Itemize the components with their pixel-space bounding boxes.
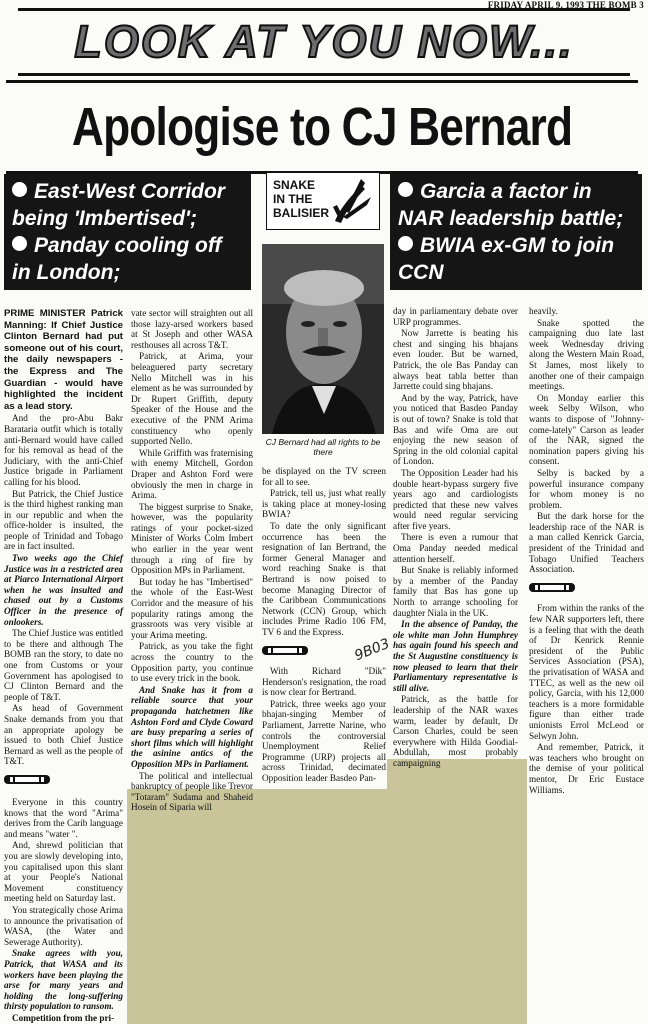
bullet-icon — [398, 182, 413, 197]
summary-item: Panday cooling off in London; — [12, 234, 222, 284]
lead-paragraph: PRIME MINISTER Patrick Manning: If Chief Justice Clinton Bernard had put someone out of his court, the daily newspapers - the Express and The Guardian - would have highlighted the incident as a lead story. — [4, 308, 123, 412]
balisier-icon — [331, 177, 375, 225]
paragraph: Snake agrees with you, Patrick, that WASA and its workers have been playing the arse for many years and holding the long-suffering thirsty population to ransom. — [4, 948, 123, 1012]
bullet-icon — [12, 236, 27, 251]
paper-right-tail — [527, 759, 648, 1024]
paragraph: And the pro-Abu Bakr Barataria outfit which is totally anti-Bernard would have called for his removal as head of the Judiciary, with the anti-Chief Justice brigade in Parliament calling for his blood. — [4, 413, 123, 487]
column-4 — [393, 306, 518, 770]
paragraph: But today he has "Imbertised" the whole of the East-West Corridor and the measure of his popularity ratings among the grassroots was very visible at your Arima meeting. — [131, 576, 253, 640]
ornament-divider — [4, 774, 50, 785]
column-2 — [131, 308, 253, 814]
summary-item: East-West Corridor being 'Imbertised'; — [12, 180, 225, 230]
summary-panel-right — [390, 174, 642, 290]
paragraph: Everyone in this country knows that the word "Arima" derives from the Carib language and means "water ". — [4, 797, 123, 839]
handwritten-note: 9B03 — [352, 635, 393, 665]
ornament-divider — [529, 582, 575, 593]
paragraph: You strategically chose Arima to announce the privatisation of WASA, (the Water and Sewerage Authority). — [4, 904, 123, 947]
paragraph: But Patrick, the Chief Justice is the third highest ranking man in our republic and when the office-holder is insulted, the people of Trinidad and Tobago are in fact insulted. — [4, 488, 123, 552]
paragraph: With Richard "Dik" Henderson's resignation, the road is now clear for Bertrand. — [262, 666, 386, 698]
paragraph: Now Jarrette is beating his chest and singing his bhajans even louder. But be warned, Patrick, the ole Bas Panday can always beat tabla better than Jarrette could sing bhajans. — [393, 328, 518, 392]
paragraph: But Snake is reliably informed by a member of the Panday family that Bas has gone up North to arrange schooling for daughter Niala in the UK. — [393, 565, 518, 618]
paragraph: Two weeks ago the Chief Justice was in a restricted area at Piarco International Airport when he was insulted and chased out by a Customs Officer in the presence of onlookers. — [4, 553, 123, 627]
paragraph: From within the ranks of the few NAR supporters left, there is a feeling that with the death of Dr Kenrick Rennie president of the Public Services Association (PSA), the privatisation of WASA and TTEC, as well as the new oil policy, Garcia, with his 12,000 teachers is a more formidable figure than either trade unionists Errol McLeod or Selwyn John. — [529, 603, 644, 741]
paragraph: The biggest surprise to Snake, however, was the popularity ratings of your pocket-sized Minister of Works Colm Imbert who earlier in the year went through a ring of fire by Opposition MPs in Parliament. — [131, 501, 253, 576]
paragraph: There is even a rumour that Oma Panday needed medical attention herself. — [393, 532, 518, 564]
paragraph: Patrick, tell us, just what really is taking place at money-losing BWIA? — [262, 488, 386, 520]
paragraph: Snake spotted the campaigning duo late last week Wednesday driving along the Western Main Road, St James, most likely to another one of their campaign meetings. — [529, 317, 644, 392]
paragraph: To date the only significant occurrence has been the resignation of Ian Bertrand, the former General Manager and word reaching Snake is that Bertrand is now poised to become Managing Director of the Caribbean Communications Network (CCN) Group, which includes Prime Radio 106 FM, TV 6 and the Express. — [262, 520, 386, 637]
paragraph: Patrick, as you take the fight across the country to the Opposition party, you continue to use every trick in the book. — [131, 641, 253, 684]
paragraph: day in parliamentary debate over URP programmes. — [393, 306, 518, 327]
bullet-icon — [398, 236, 413, 251]
paragraph: Patrick, at Arima, your beleaguered party secretary Nello Mitchell was in his element as he was surrounded by Dr Rupert Griffith, deputy Speaker of the House and the executive of the PNM Arima constituency who openly supported Nello. — [131, 351, 253, 447]
paragraph: Patrick, as the battle for leadership of the NAR waxes warm, leader by default, Dr Carson Charles, could be seen everywhere with Hilda Goodial-Abdullah, most probably campaigning — [393, 694, 518, 768]
paragraph: Selby is backed by a powerful insurance company for whom money is no problem. — [529, 467, 644, 510]
paragraph: heavily. — [529, 306, 558, 316]
portrait-image — [262, 244, 384, 434]
summary-panel-left — [4, 174, 251, 290]
column-logo-text: SNAKE IN THE BALISIER — [273, 178, 330, 220]
paragraph: be displayed on the TV screen for all to see. — [262, 466, 386, 487]
paragraph: In the absence of Panday, the ole white man John Humphrey has again found his speech and the St Augustine constituency is now pleased to learn that their Parliamentary representative is still alive. — [393, 619, 518, 693]
column-1 — [4, 308, 123, 796]
paragraph: And, shrewd politician that you are slowly developing into, you capitalised upon this slant at your People's National Movement constituency meeting held on Saturday last. — [4, 840, 123, 904]
paragraph: But the dark horse for the leadership race of the NAR is a man called Kenrick Garcia, president of the Trinidad and Tobago Unified Teachers Association. — [529, 511, 644, 575]
paragraph: Competition from the pri- — [12, 1012, 115, 1023]
paragraph: On Monday earlier this week Selby Wilson, who wants to dispose of "Johnny-come-lately" Carson as leader of the NAR, signed the nomination papers giving his consent. — [529, 392, 644, 467]
paragraph: And remember, Patrick, it was teachers who brought on the demise of your political mentor, Dr Eric Eustace Williams. — [529, 742, 644, 795]
column-3 — [262, 466, 386, 785]
dateline: FRIDAY APRIL 9, 1993 THE BOMB 3 — [487, 0, 644, 10]
ornament-divider — [262, 645, 308, 656]
column-1-continued — [4, 797, 123, 1024]
paragraph: Patrick, three weeks ago your bhajan-singing Member of Parliament, Jarrette Narine, who controls the controversial Unemployment Relief Programme (URP) projects all across Trinidad, decimated Opposition leader Basdeo Pan- — [262, 698, 386, 784]
paragraph: vate sector will straighten out all those lazy-arsed workers based at St Joseph and other WASA resthouses all across T&T. — [131, 308, 253, 350]
portrait-photo — [262, 244, 384, 434]
paragraph: As head of Government Snake demands from you that an appropriate apology be issued to both Chief Justice Bernard as well as the people of T&T. — [4, 703, 123, 767]
paragraph: The Opposition Leader had his double heart-bypass surgery five years ago and cardiologists predicted that these new valves would need regular servicing after five years. — [393, 467, 518, 531]
summary-item: BWIA ex-GM to join CCN — [398, 234, 615, 284]
masthead — [18, 8, 630, 76]
paragraph: And by the way, Patrick, have you noticed that Basdeo Panday is out of town? Snake is told that Bas and wife Oma are out enjoying the new season of Spring in the old colonial capital of London. — [393, 392, 518, 467]
masthead-title: LOOK AT YOU NOW... — [74, 16, 574, 67]
paragraph: The Chief Justice was entitled to be there and although The BOMB ran the story, to date no one from Customs or your Government has apologised to CJ Clinton Bernard and the people of T&T. — [4, 628, 123, 702]
headline — [6, 80, 638, 174]
photo-caption: CJ Bernard had all rights to be there — [265, 437, 381, 457]
column-logo — [266, 172, 380, 230]
bullet-icon — [12, 182, 27, 197]
paragraph: And Snake has it from a reliable source that your propaganda hatchetmen like Ashton Ford and Clyde Coward are busy preparing a series of short films which will highlight the asinine antics of the Opposition MPs in Parliament. — [131, 684, 253, 769]
headline-text: Apologise to CJ Bernard — [71, 97, 573, 157]
summary-item: Garcia a factor in NAR leadership battle; — [398, 180, 624, 230]
paragraph: While Griffith was fraternising with enemy Mitchell, Gordon Draper and Ashton Ford were obviously the men in charge in Arima. — [131, 447, 253, 501]
column-5 — [529, 306, 644, 796]
paragraph: The political and intellectual bankruptcy of people like Trevor "Totaram" Sudama and Shaheid Hosein of Siparia will — [131, 770, 253, 813]
